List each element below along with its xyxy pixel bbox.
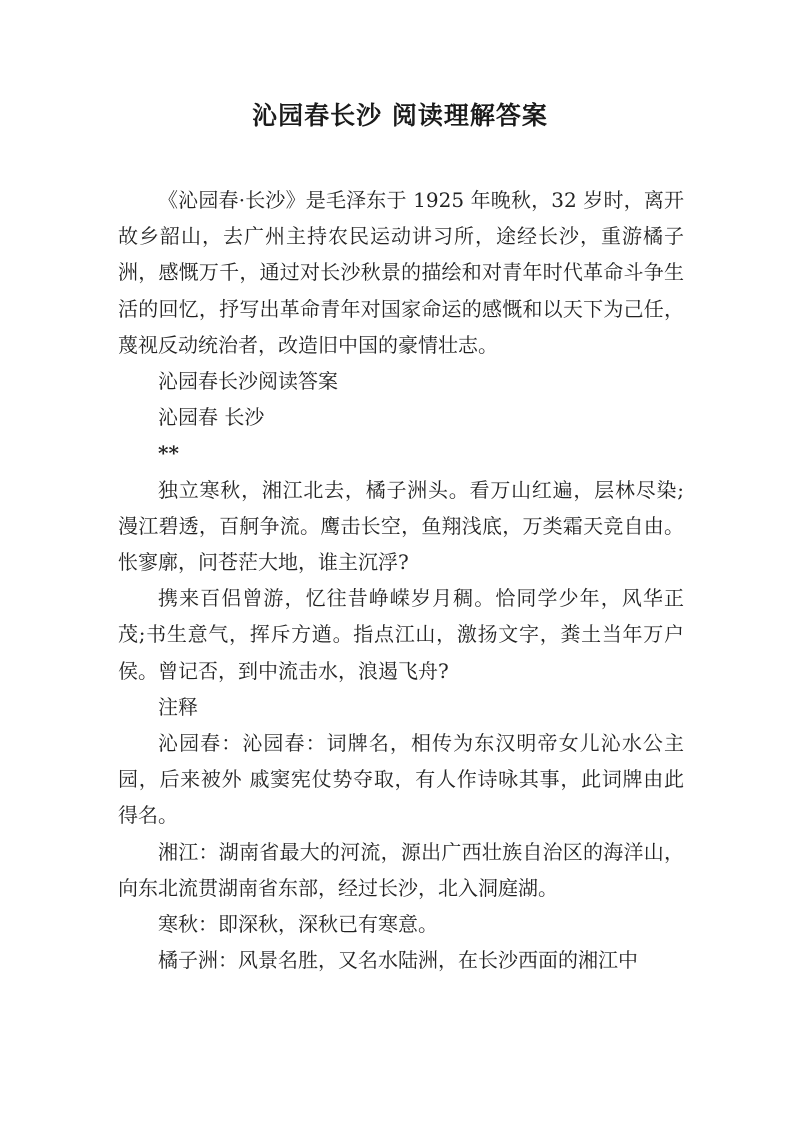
note-xiangjiang: 湘江：湖南省最大的河流，源出广西壮族自治区的海洋山，向东北流贯湖南省东部，经过长沙，北入洞庭湖。 (118, 839, 684, 900)
document-body (118, 182, 684, 978)
poem-stanza-1: 独立寒秋，湘江北去，橘子洲头。看万山红遍，层林尽染;漫江碧透，百舸争流。鹰击长空，鱼翔浅底，万类霜天竞自由。怅寥廓，问苍茫大地，谁主沉浮? (118, 477, 684, 575)
poem-title: 沁园春 长沙 (158, 405, 265, 430)
poem-stanza-2: 携来百侣曾游，忆往昔峥嵘岁月稠。恰同学少年，风华正茂;书生意气，挥斥方遒。指点江山，激扬文字，粪土当年万户侯。曾记否，到中流击水，浪遏飞舟? (118, 586, 684, 683)
notes-heading: 注释 (158, 694, 198, 719)
section-separator: ** (158, 441, 179, 466)
note-qinyuanchun: 沁园春：沁园春：词牌名，相传为东汉明帝女儿沁水公主园，后来被外 戚窦宪仗势夺取，有人作诗咏其事，此词牌由此得名。 (118, 731, 684, 828)
note-juzizhou: 橘子洲：风景名胜，又名水陆洲，在长沙西面的湘江中 (158, 948, 638, 973)
section-heading-answers: 沁园春长沙阅读答案 (158, 369, 338, 394)
intro-paragraph: 《沁园春·长沙》是毛泽东于 1925 年晚秋，32 岁时，离开故乡韶山，去广州主持农民运动讲习所，途经长沙，重游橘子洲，感慨万千，通过对长沙秋景的描绘和对青年时代革命斗争生活的回忆，抒写出革命青年对国家命运的感慨和以天下为己任，蔑视反动统治者，改造旧中国的豪情壮志。 (118, 188, 684, 357)
note-hanqiu: 寒秋：即深秋，深秋已有寒意。 (158, 912, 438, 937)
document-title: 沁园春长沙 阅读理解答案 (252, 101, 548, 130)
